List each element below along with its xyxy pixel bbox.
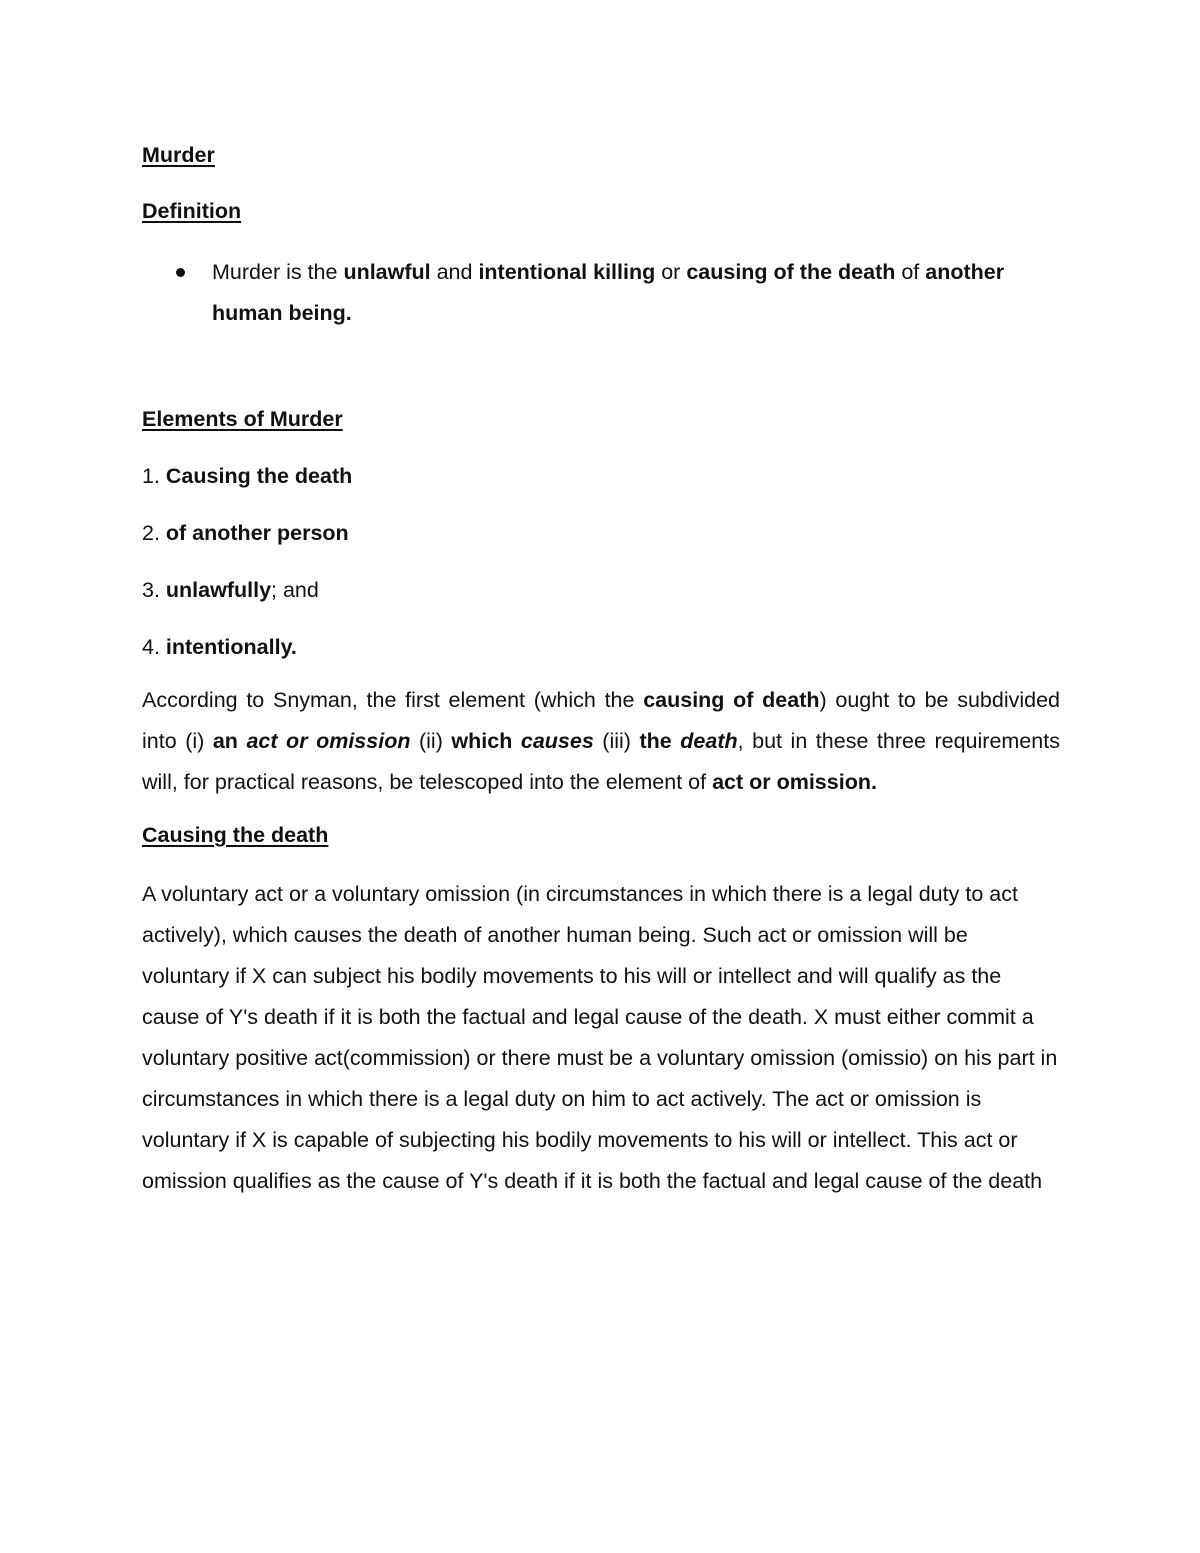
snyman-bold-which: which	[451, 729, 521, 753]
definition-text: of	[895, 260, 926, 284]
element-item-1	[142, 461, 1060, 491]
element-item-2	[142, 518, 1060, 548]
definition-bullet-item	[142, 252, 1060, 334]
element-number: 2.	[142, 521, 166, 545]
element-label: intentionally.	[165, 635, 297, 659]
snyman-bold-italic-act: act or omission	[246, 729, 411, 753]
snyman-text: ) ought to be subdivided into (i)	[142, 688, 1061, 753]
definition-heading: Definition	[142, 199, 242, 223]
snyman-bold-causing: causing of death	[643, 688, 820, 712]
snyman-bold-an: an	[212, 729, 247, 753]
definition-text: and	[430, 260, 479, 284]
definition-bold-causing-death: causing of the death	[686, 260, 896, 284]
definition-bold-another-human: another human being.	[212, 260, 1005, 325]
element-suffix: ; and	[271, 578, 319, 602]
definition-text: or	[655, 260, 687, 284]
element-label: Causing the death	[165, 464, 353, 488]
snyman-bold-italic-causes: causes	[520, 729, 594, 753]
definition-text: Murder is the	[212, 260, 344, 284]
element-number: 4.	[142, 635, 166, 659]
snyman-bold-italic-death: death	[680, 729, 738, 753]
snyman-bold-the: the	[639, 729, 681, 753]
causing-death-paragraph: A voluntary act or a voluntary omission (in circumstances in which there is a legal duty to act actively), which causes the death of another human being. Such act or omission will be voluntary if X can subject his bodily movements to his will or intellect and will qualify as the cause of Y's death if it is both the factual and legal cause of the death. X must either commit a voluntary positive act(commission) or there must be a voluntary omission (omissio) on his part in circumstances in which there is a legal duty on him to act actively. The act or omission is voluntary if X is capable of subjecting his bodily movements to his will or intellect. This act or omission qualifies as the cause of Y's death if it is both the factual and legal cause of the death	[142, 882, 1058, 1193]
elements-heading: Elements of Murder	[142, 407, 343, 431]
snyman-text: According to Snyman, the first element (which the	[142, 688, 644, 712]
document-title: Murder	[142, 143, 215, 167]
definition-list	[142, 252, 1060, 334]
snyman-text: (iii)	[593, 729, 640, 753]
element-item-3	[142, 575, 1060, 605]
element-number: 1.	[142, 464, 166, 488]
definition-bold-unlawful: unlawful	[343, 260, 431, 284]
causing-death-heading: Causing the death	[142, 823, 329, 847]
snyman-bold-act-omission: act or omission.	[712, 770, 877, 794]
snyman-text: , but in these three requirements will, for practical reasons, be telescoped into the element of	[142, 729, 1060, 794]
document-content	[142, 140, 1060, 1202]
element-item-4	[142, 632, 1060, 662]
definition-bold-intentional-killing: intentional killing	[478, 260, 656, 284]
element-label: unlawfully	[165, 578, 272, 602]
element-label: of another person	[165, 521, 349, 545]
snyman-text: (ii)	[410, 729, 452, 753]
snyman-paragraph	[142, 680, 1060, 803]
bullet-dot-icon	[176, 268, 185, 277]
element-number: 3.	[142, 578, 166, 602]
